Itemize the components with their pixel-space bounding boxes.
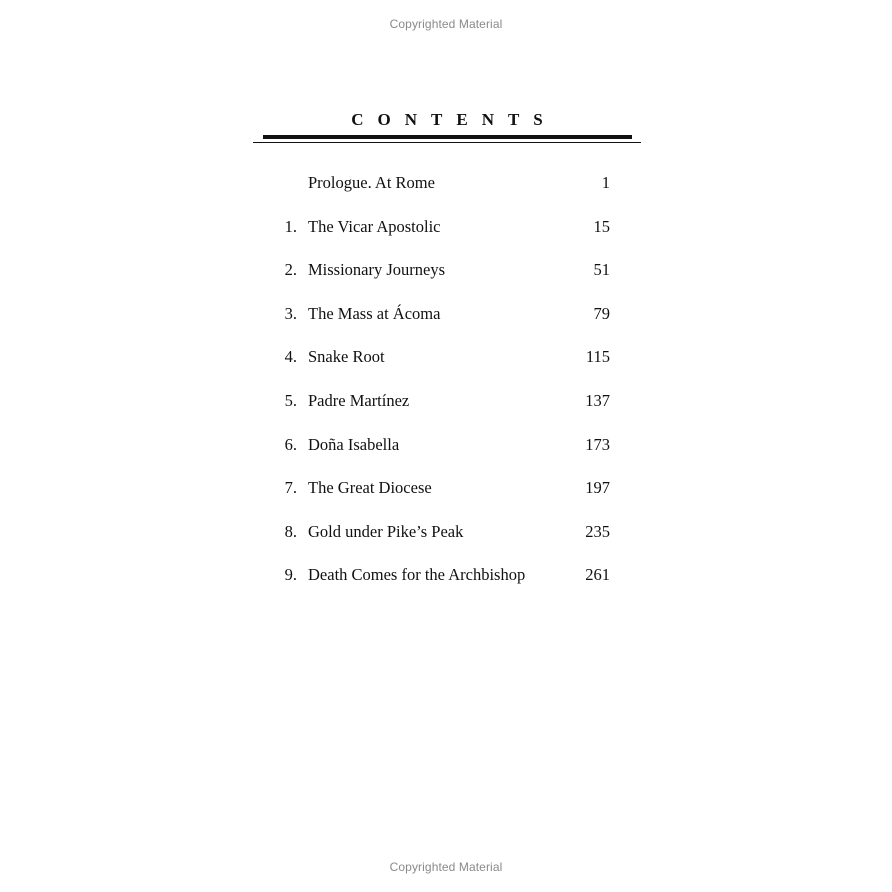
heading-rule-thin [253,142,641,143]
toc-entry-title: Prologue. At Rome [308,173,435,192]
toc-entry-page: 235 [585,521,610,541]
toc-entry-number: 6. [284,434,297,454]
toc-entry-page: 1 [601,173,610,192]
toc-entry-title: The Mass at Ácoma [308,303,441,323]
toc-entry-number: 8. [284,521,297,541]
toc-entry-title: The Great Diocese [308,478,432,498]
table-of-contents [253,170,641,606]
copyright-watermark-top: Copyrighted Material [389,17,503,31]
toc-entry-title: Doña Isabella [308,434,400,454]
toc-entry-number: 2. [284,260,297,280]
toc-entry-5 [253,388,641,432]
toc-entry-number: 3. [284,303,297,323]
toc-entry-4 [253,344,641,388]
copyright-watermark-bottom: Copyrighted Material [389,860,503,874]
contents-heading: CONTENTS [351,110,557,129]
toc-entry-page: 173 [585,434,610,454]
toc-entry-number: 4. [284,347,297,367]
toc-entry-prologue [253,170,641,214]
toc-entry-title: Gold under Pike’s Peak [308,521,464,541]
toc-entry-number: 5. [284,390,297,410]
toc-entry-6 [253,432,641,476]
toc-entry-number: 7. [284,478,297,498]
toc-entry-1 [253,214,641,258]
toc-entry-page: 15 [593,216,610,236]
toc-entry-page: 197 [585,478,610,498]
toc-entry-page: 79 [593,303,610,323]
heading-rule-thick [263,135,632,139]
toc-entry-title: Missionary Journeys [308,260,446,280]
toc-entry-3 [253,301,641,345]
toc-entry-number: 9. [284,565,297,585]
toc-entry-title: Snake Root [308,347,385,367]
toc-entry-page: 137 [585,390,610,410]
toc-entry-2 [253,257,641,301]
toc-entry-page: 261 [585,565,610,585]
toc-entry-9 [253,562,641,606]
toc-entry-8 [253,519,641,563]
toc-entry-number: 1. [284,216,297,236]
toc-entry-page: 115 [585,347,610,367]
toc-entry-7 [253,475,641,519]
toc-entry-title: The Vicar Apostolic [308,216,441,236]
toc-entry-page: 51 [593,260,610,280]
toc-entry-title: Padre Martínez [308,390,410,410]
toc-entry-title: Death Comes for the Archbishop [308,565,526,585]
